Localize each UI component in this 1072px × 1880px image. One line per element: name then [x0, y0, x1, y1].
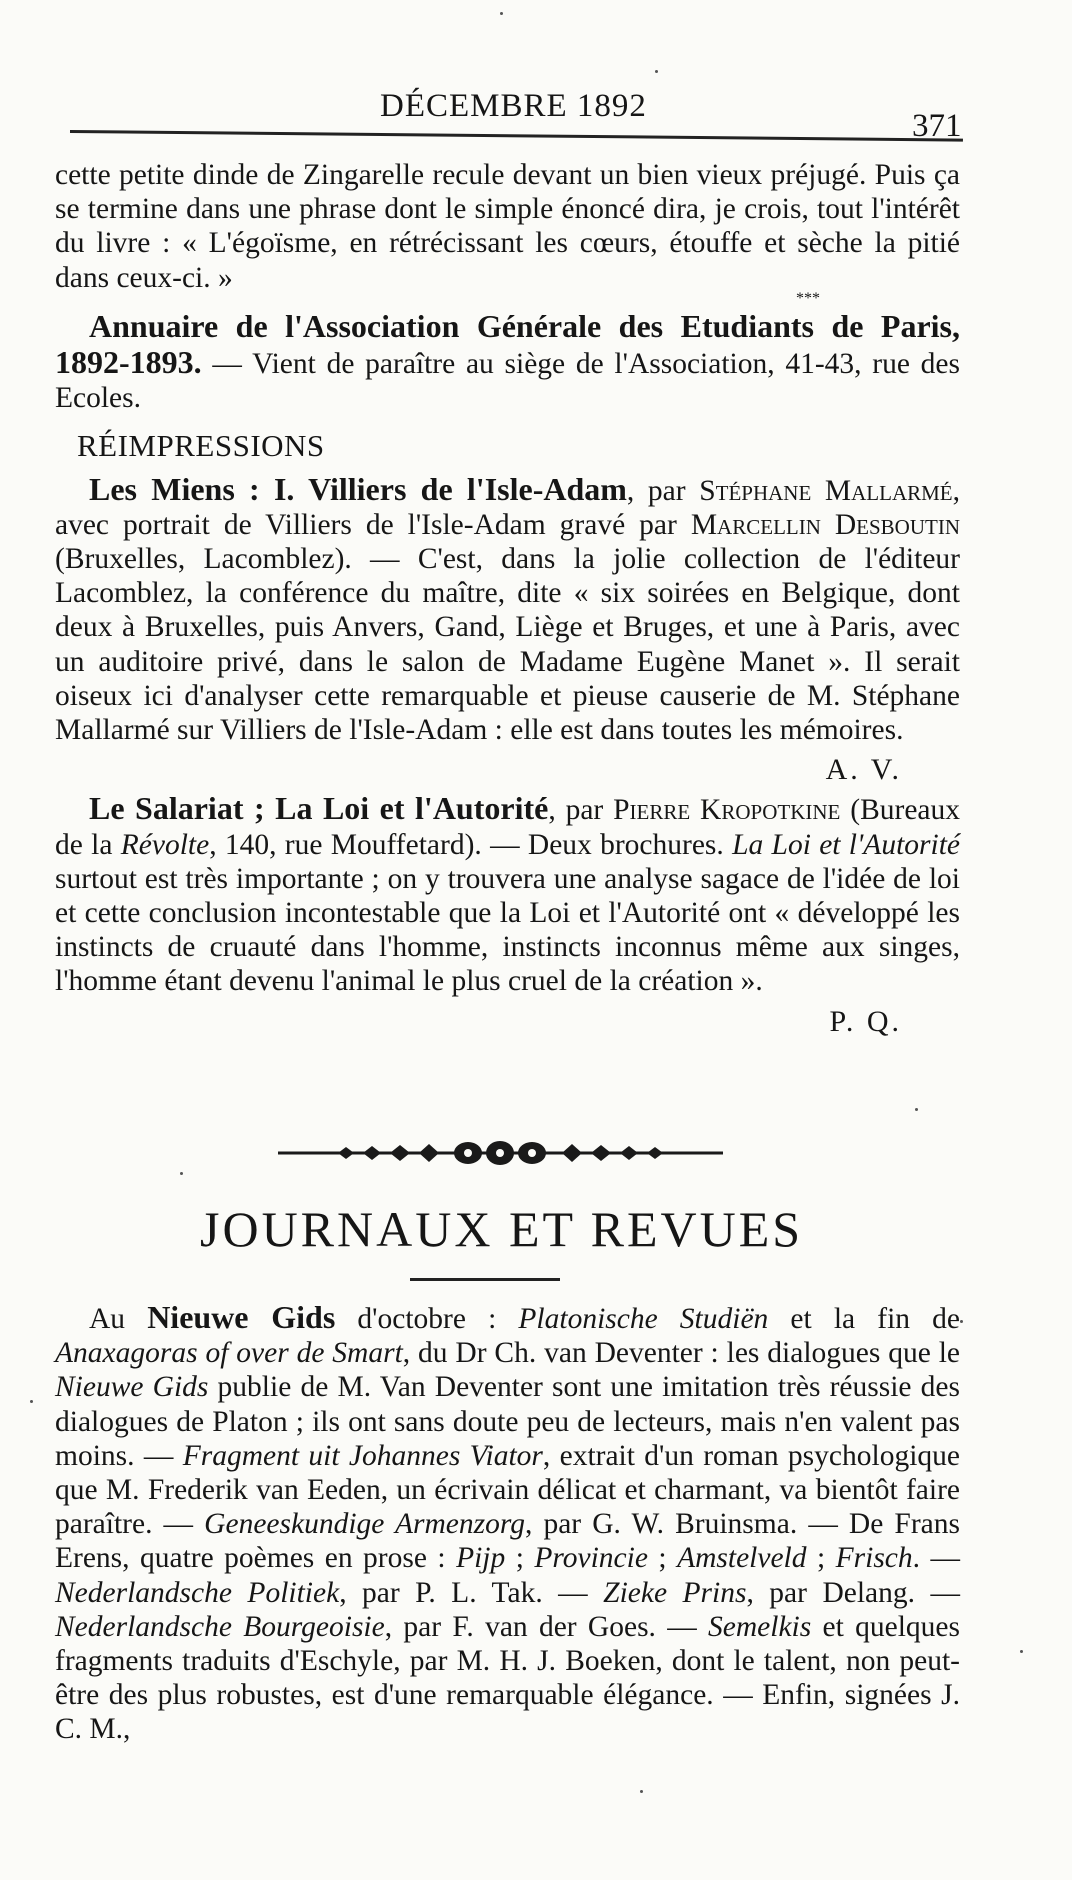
upper-text-column	[55, 158, 960, 1043]
review-les-miens: Les Miens : I. Villiers de l'Isle-Adam, par Stéphane Mallarmé, avec portrait de Villiers de l'Isle-Adam gravé par Marcellin Desboutin (Bruxelles, Lacomblez). — C'est, dans la jolie collection de l'éditeur Lacomblez, la conférence du maître, dite « six soirées en Belgique, dont deux à Bruxelles, puis Anvers, Gand, Liège et Bruges, et une à Paris, avec un auditoire privé, dans le salon de Madame Eugène Manet ». Il serait oiseux ici d'analyser cette remarquable et pieuse causerie de M. Stéphane Mallarmé sur Villiers de l'Isle-Adam : elle est dans toutes les mémoires.	[55, 470, 961, 747]
running-header-title: DÉCEMBRE 1892	[380, 88, 647, 124]
scan-speck	[1020, 1650, 1023, 1653]
scan-speck	[960, 1320, 963, 1323]
review-signature: P. Q.	[829, 1004, 902, 1038]
lower-text-column	[55, 1300, 960, 1747]
header-rule	[70, 130, 963, 142]
reimpressions-heading: RÉIMPRESSIONS	[77, 428, 325, 464]
paragraph-continuation: cette petite dinde de Zingarelle recule devant un bien vieux préjugé. Puis ça se termine dans une phrase dont le simple énoncé dira, je crois, tout l'intérêt du livre : « L'égoïsme, en rétrécissant les cœurs, étouffe et sèche la pitié dans ceux-ci. »	[55, 159, 961, 294]
engraver-name: Marcellin Desboutin	[690, 508, 961, 541]
book-title: Le Salariat ; La Loi et l'Autorité	[89, 790, 549, 827]
page-number: 371	[912, 108, 962, 144]
annuaire-entry	[55, 309, 960, 416]
periodical-name: Nieuwe Gids	[147, 1299, 336, 1335]
ornamental-divider	[278, 1138, 723, 1168]
periodical-name: Révolte	[120, 828, 210, 861]
brochure-title: La Loi et l'Autorité	[732, 828, 960, 861]
scan-speck	[180, 1172, 183, 1175]
section-stars: ***	[796, 289, 820, 307]
author-name: Pierre Kropotkine	[613, 794, 841, 827]
journaux-heading: JOURNAUX ET REVUES	[200, 1201, 804, 1257]
nieuwe-gids-review: Au Nieuwe Gids d'octobre : Platonische Studiën et la fin de Anaxagoras of over de Smart, du Dr Ch. van Deventer : les dialogues que le Nieuwe Gids publie de M. Van Deventer sont une imitation très réussie des dialogues de Platon ; ils ont sans doute peu de lecteurs, mais n'en valent pas moins. — Fragment uit Johannes Viator, extrait d'un roman psychologique que M. Frederik van Eeden, un écrivain délicat et charmant, va bientôt faire paraître. — Geneeskundige Armenzorg, par G. W. Bruinsma. — De Frans Erens, quatre poèmes en prose : Pijp ; Provincie ; Amstelveld ; Frisch. — Nederlandsche Politiek, par P. L. Tak. — Zieke Prins, par Delang. — Nederlandsche Bourgeoisie, par F. van der Goes. — Semelkis et quelques fragments traduits d'Eschyle, par M. H. J. Boeken, dont le talent, non peut-être des plus robustes, est d'une remarquable élégance. — Enfin, signées J. C. M.,	[55, 1299, 961, 1746]
scan-speck	[500, 12, 503, 15]
annuaire-title: Annuaire de l'Association Générale des Etudiants de Paris, 1892-1893.	[55, 307, 960, 381]
scan-speck	[30, 1400, 33, 1403]
book-title: Les Miens : I. Villiers de l'Isle-Adam	[89, 470, 627, 507]
scan-speck	[915, 1108, 918, 1111]
annuaire-text: — Vient de paraître au siège de l'Association, 41-43, rue des Ecoles.	[55, 348, 960, 415]
scan-speck	[655, 70, 658, 73]
review-signature: A. V.	[825, 753, 902, 787]
scan-speck	[640, 1790, 643, 1793]
journaux-rule	[410, 1278, 560, 1281]
review-salariat: Le Salariat ; La Loi et l'Autorité, par Pierre Kropotkine (Bureaux de la Révolte, 140, rue Mouffetard). — Deux brochures. La Loi et l'Autorité surtout est très importante ; on y trouvera une analyse sagace de l'idée de loi et cette conclusion incontestable que la Loi et l'Autorité ont « développé les instincts de cruauté dans l'homme, instincts inconnus même aux singes, l'homme étant devenu l'animal le plus cruel de la création ».	[55, 790, 961, 998]
author-name: Stéphane Mallarmé	[699, 474, 953, 507]
